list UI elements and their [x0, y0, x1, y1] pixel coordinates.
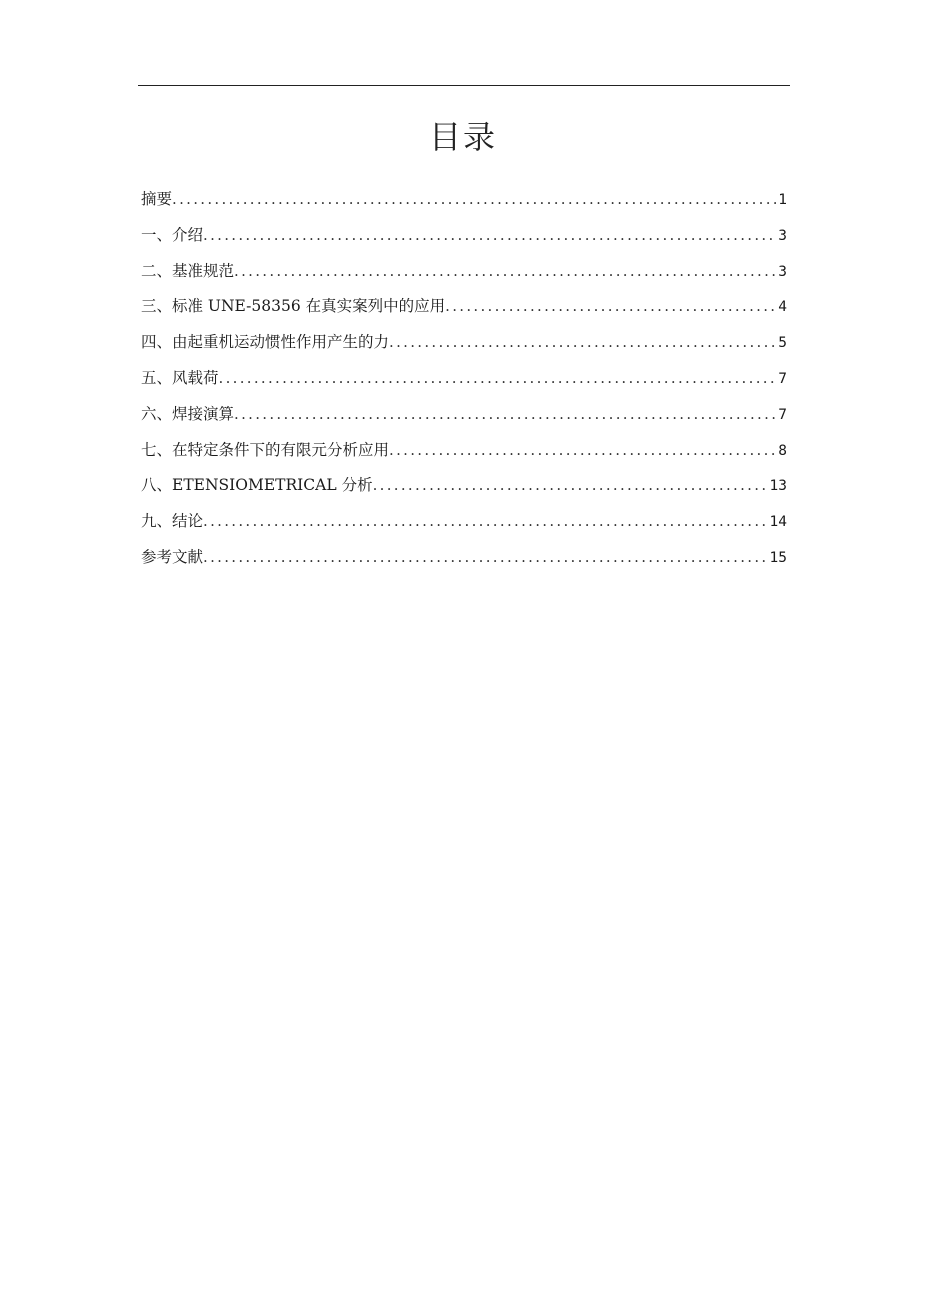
toc-entry-fem-analysis[interactable]	[141, 433, 787, 469]
toc-entry-abstract[interactable]	[141, 182, 787, 218]
toc-entry-page: 3	[778, 263, 787, 280]
toc-entry-page: 3	[778, 227, 787, 244]
toc-dot-leader	[203, 218, 776, 254]
toc-entry-page: 4	[778, 299, 787, 316]
toc-entry-une-application[interactable]	[141, 289, 787, 325]
toc-entry-label: 七、在特定条件下的有限元分析应用	[141, 440, 390, 459]
header-rule	[138, 85, 790, 86]
toc-entry-label: 六、焊接演算	[141, 404, 235, 423]
toc-entry-standards[interactable]	[141, 254, 787, 290]
toc-entry-label: 参考文献	[141, 547, 204, 566]
toc-entry-page: 5	[778, 335, 787, 352]
toc-dot-leader	[373, 468, 768, 504]
toc-entry-page: 7	[778, 370, 787, 387]
toc-entry-etensiometrical[interactable]	[141, 468, 787, 504]
toc-entry-page: 7	[778, 406, 787, 423]
toc-entry-label: 五、风载荷	[141, 368, 219, 387]
toc-entry-label: 三、标准 UNE-58356 在真实案列中的应用	[141, 297, 446, 316]
toc-entry-wind-load[interactable]	[141, 361, 787, 397]
toc-entry-page: 13	[769, 478, 787, 495]
toc-dot-leader	[234, 254, 776, 290]
toc-dot-leader	[445, 289, 776, 325]
toc-entry-conclusion[interactable]	[141, 504, 787, 540]
toc-entry-label: 四、由起重机运动惯性作用产生的力	[141, 333, 390, 352]
toc-entry-page: 8	[778, 442, 787, 459]
toc-entry-label: 二、基准规范	[141, 261, 235, 280]
toc-entry-label: 九、结论	[141, 512, 204, 531]
toc-entry-references[interactable]	[141, 540, 787, 576]
toc-entry-label: 摘要	[141, 190, 173, 208]
page-title: 目录	[428, 118, 497, 156]
toc-entry-inertia-forces[interactable]	[141, 325, 787, 361]
toc-entry-welding-calculation[interactable]	[141, 397, 787, 433]
toc-entry-page: 1	[778, 192, 787, 208]
toc-entry-introduction[interactable]	[141, 218, 787, 254]
table-of-contents	[141, 182, 787, 576]
toc-dot-leader	[234, 397, 776, 433]
toc-dot-leader	[203, 540, 768, 576]
toc-dot-leader	[219, 361, 777, 397]
toc-dot-leader	[389, 325, 776, 361]
toc-dot-leader	[172, 182, 776, 218]
toc-dot-leader	[389, 433, 776, 469]
toc-dot-leader	[203, 504, 768, 540]
toc-entry-page: 14	[769, 514, 787, 531]
toc-entry-label: 一、介绍	[141, 225, 204, 244]
toc-entry-page: 15	[769, 549, 787, 566]
toc-entry-label: 八、ETENSIOMETRICAL 分析	[141, 476, 373, 495]
